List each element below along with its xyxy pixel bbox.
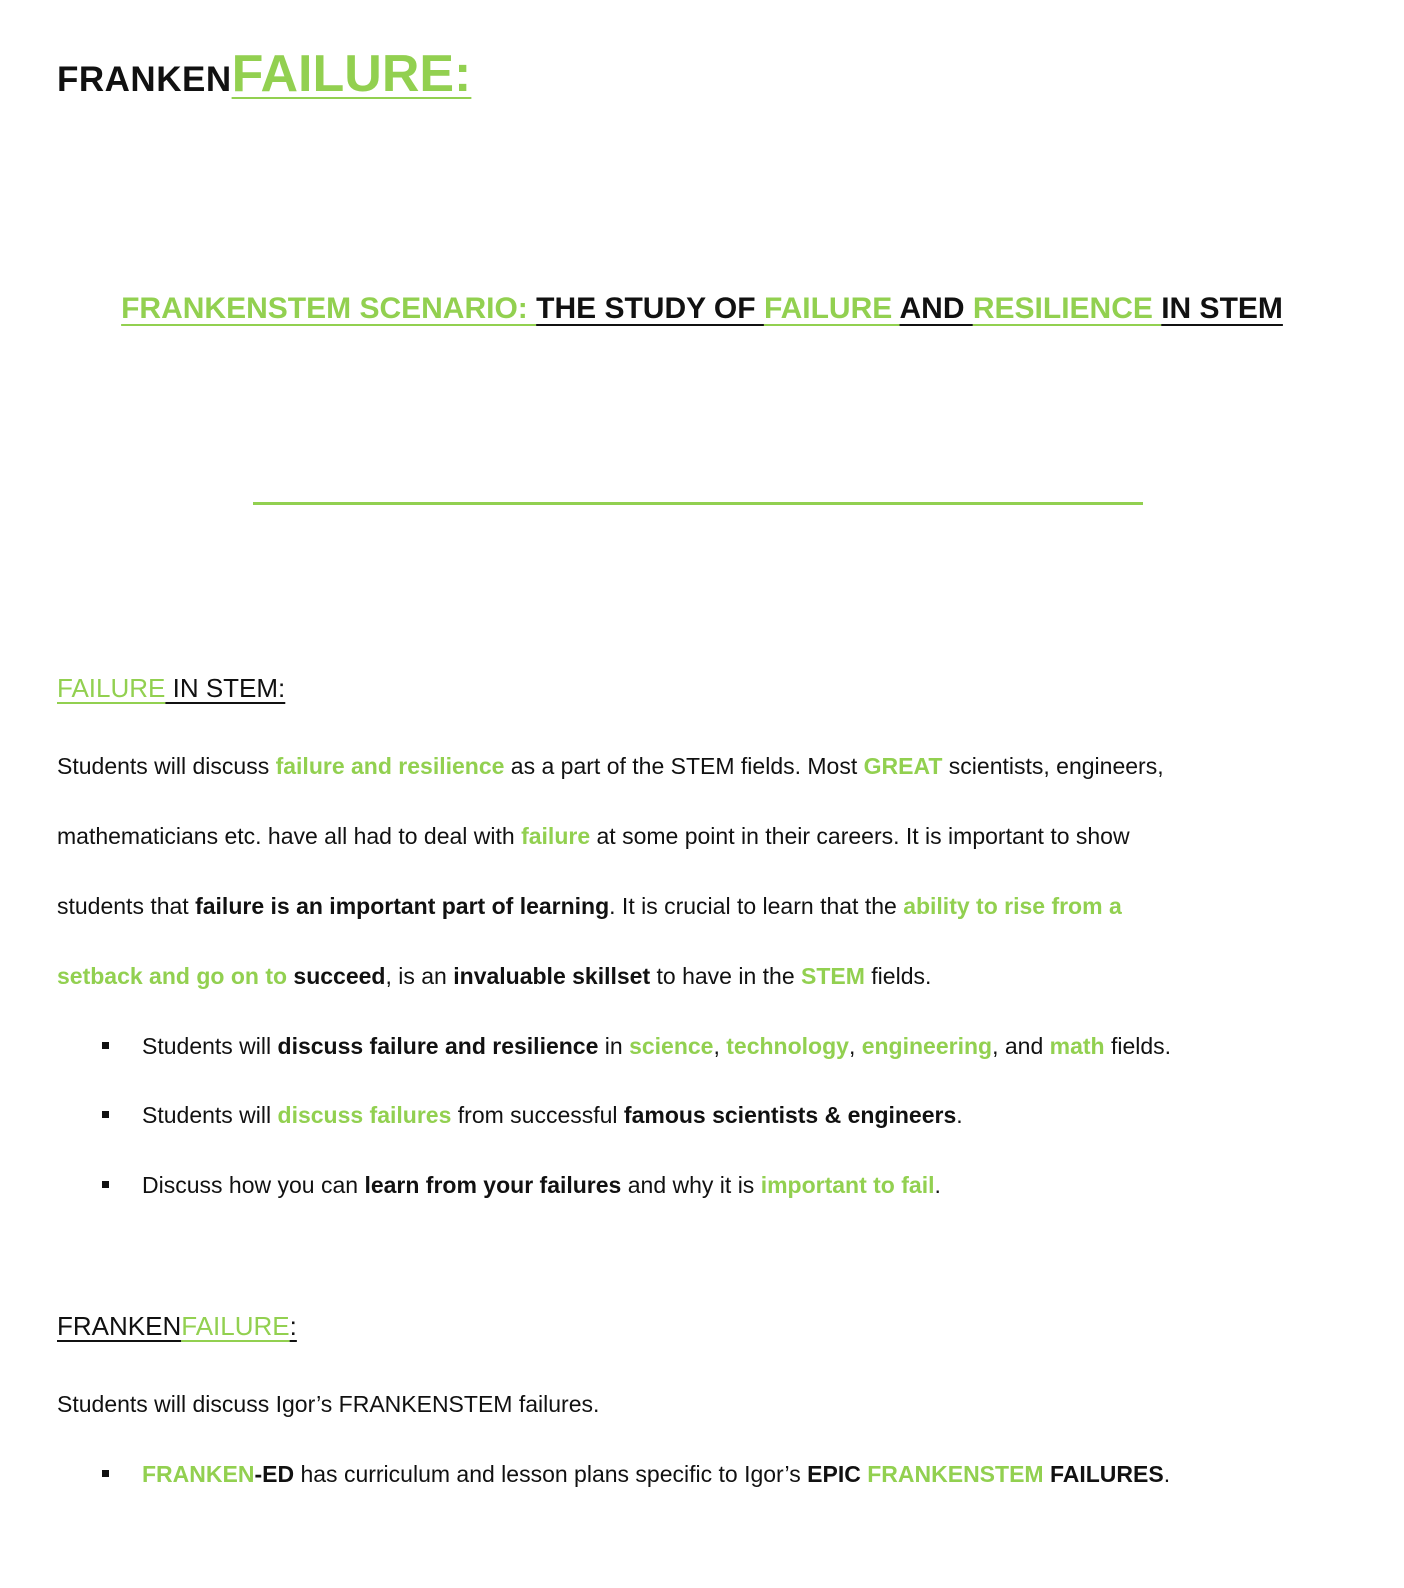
text-run: Students will discuss — [57, 753, 276, 779]
text-run: Students will discuss Igor’s FRANKENSTEM failures. — [57, 1391, 600, 1417]
text-run: . — [1163, 1461, 1171, 1487]
list-item-text — [142, 1459, 1170, 1489]
text-run-highlight: science — [629, 1033, 714, 1059]
title-resilience: RESILIENCE — [972, 292, 1162, 325]
section-heading-failure-in-stem — [57, 673, 285, 704]
text-run-highlight: technology — [726, 1033, 849, 1059]
text-run: , — [713, 1033, 727, 1059]
text-run-highlight: FRANKENSTEM — [867, 1461, 1044, 1487]
text-run-highlight: discuss failures — [277, 1102, 452, 1128]
title-scenario: FRANKENSTEM SCENARIO: — [121, 292, 537, 325]
text-run: , is an — [385, 963, 454, 989]
text-run-highlight: FRANKEN — [142, 1461, 255, 1487]
logo — [57, 45, 472, 103]
heading-colon: : — [289, 1311, 297, 1341]
text-run-bold: invaluable skillset — [453, 963, 651, 989]
section-heading-frankenfailure — [57, 1311, 297, 1342]
paragraph-line — [57, 821, 1130, 851]
text-run-highlight: setback and go on to — [57, 963, 288, 989]
text-run: , and — [992, 1033, 1050, 1059]
heading-failure: FAILURE — [181, 1311, 290, 1341]
bullet-square-icon — [102, 1042, 109, 1049]
page-title — [0, 292, 1404, 326]
text-run-bold: EPIC — [807, 1461, 861, 1487]
text-run-bold: learn from your failures — [364, 1172, 622, 1198]
paragraph-line — [57, 891, 1122, 921]
paragraph-line — [57, 1389, 599, 1419]
text-run: has curriculum and lesson plans specific to Igor’s — [294, 1461, 808, 1487]
logo-franken-text: FRANKEN — [57, 60, 232, 99]
heading-failure: FAILURE — [57, 673, 166, 703]
text-run-highlight: failure and resilience — [275, 753, 505, 779]
text-run-highlight: ability to rise from a — [903, 893, 1122, 919]
title-study-of: THE STUDY OF — [536, 292, 764, 325]
text-run-highlight: failure — [521, 823, 591, 849]
text-run-highlight: engineering — [861, 1033, 993, 1059]
text-run: as a part of the STEM fields. Most — [504, 753, 864, 779]
text-run-bold: FAILURES — [1049, 1461, 1164, 1487]
bullet-square-icon — [102, 1470, 109, 1477]
text-run-highlight: math — [1049, 1033, 1105, 1059]
text-run: scientists, engineers, — [942, 753, 1164, 779]
text-run: Discuss how you can — [142, 1172, 365, 1198]
text-run: Students will — [142, 1102, 278, 1128]
text-run-bold: succeed — [293, 963, 386, 989]
list-item-text — [142, 1100, 963, 1130]
text-run: from successful — [451, 1102, 624, 1128]
green-divider — [253, 502, 1143, 505]
paragraph-line — [57, 961, 931, 991]
text-run: in — [598, 1033, 630, 1059]
text-run-highlight: GREAT — [863, 753, 943, 779]
text-run: mathematicians etc. have all had to deal with — [57, 823, 522, 849]
text-run: to have in the — [650, 963, 802, 989]
heading-franken: FRANKEN — [57, 1311, 182, 1341]
text-run-bold: failure is an important part of learning — [195, 893, 610, 919]
text-run-highlight: important to fail — [760, 1172, 935, 1198]
bullet-square-icon — [102, 1181, 109, 1188]
text-run: fields. — [1104, 1033, 1172, 1059]
text-run: Students will — [142, 1033, 278, 1059]
bullet-square-icon — [102, 1111, 109, 1118]
text-run-highlight: STEM — [801, 963, 865, 989]
text-run-bold: -ED — [254, 1461, 295, 1487]
list-item-text — [142, 1170, 941, 1200]
list-item-text — [142, 1031, 1171, 1061]
text-run: . It is crucial to learn that the — [609, 893, 904, 919]
text-run: , — [848, 1033, 862, 1059]
text-run-bold: discuss failure and resilience — [277, 1033, 599, 1059]
text-run: fields. — [864, 963, 932, 989]
heading-in-stem: IN STEM: — [165, 673, 286, 703]
text-run: and why it is — [621, 1172, 761, 1198]
title-failure: FAILURE — [763, 292, 900, 325]
logo-failure-text: FAILURE: — [231, 45, 472, 103]
text-run: . — [934, 1172, 941, 1198]
text-run: students that — [57, 893, 196, 919]
title-and: AND — [899, 292, 973, 325]
text-run: at some point in their careers. It is important to show — [590, 823, 1130, 849]
text-run: . — [956, 1102, 963, 1128]
paragraph-line — [57, 751, 1164, 781]
title-in-stem: IN STEM — [1161, 292, 1283, 325]
text-run-bold: famous scientists & engineers — [623, 1102, 957, 1128]
